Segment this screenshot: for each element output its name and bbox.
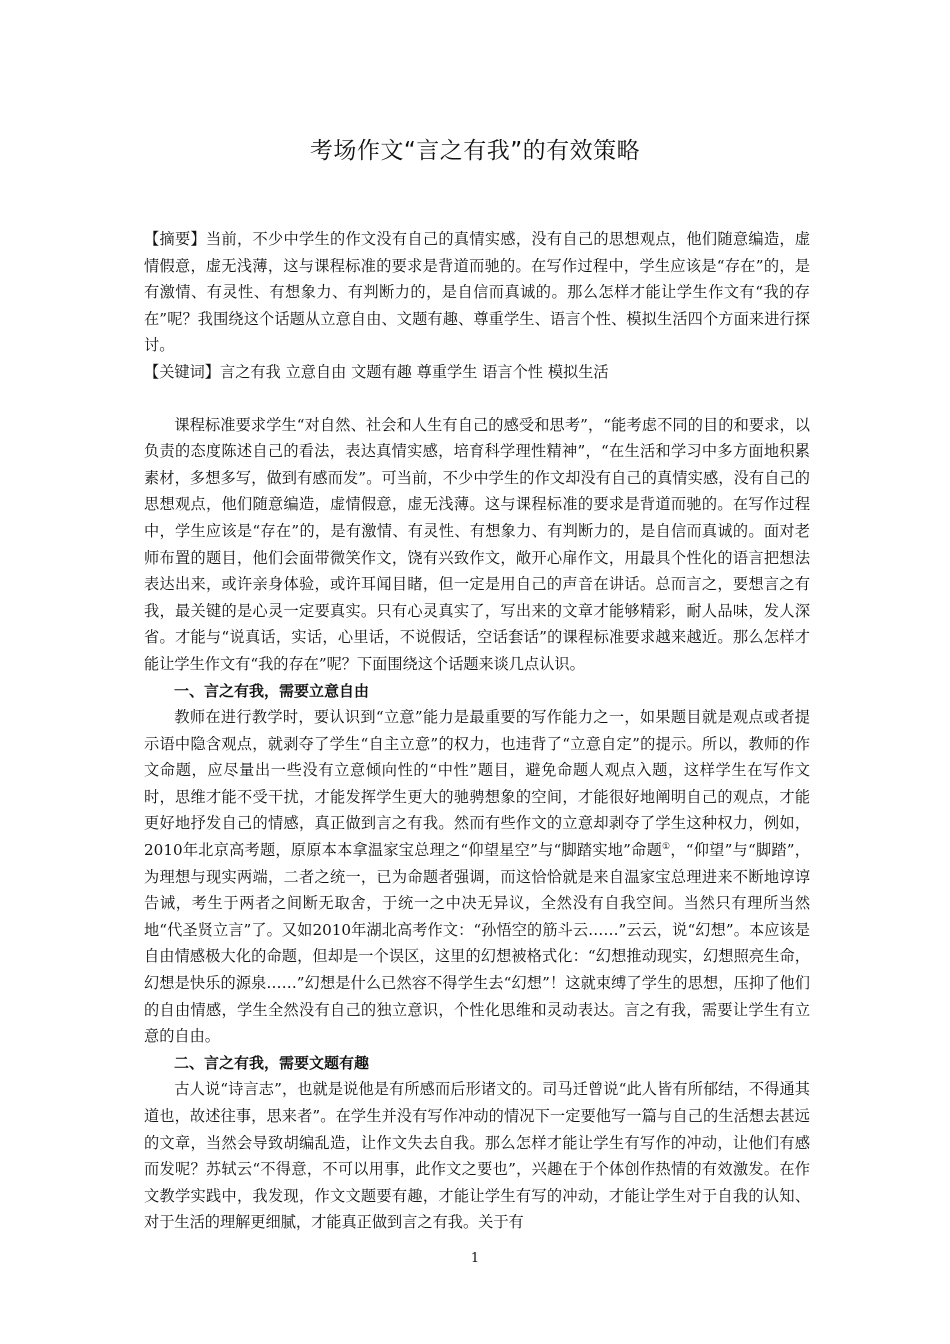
- abstract-paragraph: 【摘要】当前，不少中学生的作文没有自己的真情实感，没有自己的思想观点，他们随意编造，虚情假意，虚无浅薄，这与课程标准的要求是背道而驰的。在写作过程中，学生应该是“存在”的，是有激情、有灵性、有想象力、有判断力的，是自信而真诚的。那么怎样才能让学生作文有“我的存在”呢？我围绕这个话题从立意自由、文题有趣、尊重学生、语言个性、模拟生活四个方面来进行探讨。: [144, 230, 810, 355]
- keywords-paragraph: 【关键词】言之有我 立意自由 文题有趣 尊重学生 语言个性 模拟生活: [144, 362, 609, 381]
- document-body: [144, 226, 810, 1236]
- page-number: 1: [470, 1251, 480, 1266]
- section-1-paragraph: [144, 704, 810, 1050]
- section-heading-1: 一、言之有我，需要立意自由: [174, 681, 370, 700]
- paragraph-gap: [144, 386, 810, 412]
- section-heading-2: 二、言之有我，需要文题有趣: [174, 1053, 370, 1072]
- document-title: 考场作文“言之有我”的有效策略: [309, 138, 641, 164]
- footnote-mark: ①: [662, 842, 671, 852]
- section-2-paragraph: 古人说“诗言志”，也就是说他是有所感而后形诸文的。司马迁曾说“此人皆有所郁结，不得通其道也，故述往事，思来者”。在学生并没有写作冲动的情况下一定要他写一篇与自己的生活想去甚远的文章，当然会导致胡编乱造，让作文失去自我。那么怎样才能让学生有写作的冲动，让他们有感而发呢？苏轼云“不得意，不可以用事，此作文之要也”，兴趣在于个体创作热情的有效激发。在作文教学实践中，我发现，作文文题要有趣，才能让学生有写的冲动，才能让学生对于自我的认知、对于生活的理解更细腻，才能真正做到言之有我。关于有: [144, 1080, 810, 1232]
- intro-paragraph: 课程标准要求学生“对自然、社会和人生有自己的感受和思考”，“能考虑不同的目的和要求，以负责的态度陈述自己的看法，表达真情实感，培育科学理性精神”，“在生活和学习中多方面地积累素材，多想多写，做到有感而发”。可当前，不少中学生的作文却没有自己的真情实感，没有自己的思想观点，他们随意编造，虚情假意，虚无浅薄。这与课程标准的要求是背道而驰的。在写作过程中，学生应该是“存在”的，是有激情、有灵性、有想象力、有判断力的，是自信而真诚的。面对老师布置的题目，他们会面带微笑作文，饶有兴致作文，敞开心扉作文，用最具个性化的语言把想法表达出来，或许亲身体验，或许耳闻目睹，但一定是用自己的声音在讲话。总而言之，要想言之有我，最关键的是心灵一定要真实。只有心灵真实了，写出来的文章才能够精彩，耐人品味，发人深省。才能与“说真话，实话，心里话，不说假话，空话套话”的课程标准要求越来越近。那么怎样才能让学生作文有“我的存在”呢？下面围绕这个话题来谈几点认识。: [144, 415, 810, 673]
- section-1-text-b: ，“仰望”与“脚踏”，为理想与现实两端，二者之统一，已为命题者强调，而这恰恰就是来自温家宝总理进来不断地谆谆告诫，考生于两者之间断无取舍，于统一之中决无异议，全然没有自我空间。当然只有理所当然地“代圣贤立言”了。又如2010年湖北高考作文：“孙悟空的筋斗云……”云云，说“幻想”。本应该是自由情感极大化的命题，但却是一个误区，这里的幻想被格式化：“幻想推动现实，幻想照亮生命，幻想是快乐的源泉……”幻想是什么已然容不得学生去“幻想”！这就束缚了学生的思想，压抑了他们的自由情感，学生全然没有自己的独立意识，个性化思维和灵动表达。言之有我，需要让学生有立意的自由。: [144, 841, 810, 1046]
- section-1-text-a: 教师在进行教学时，要认识到“立意”能力是最重要的写作能力之一，如果题目就是观点或者提示语中隐含观点，就剥夺了学生“自主立意”的权力，也违背了“立意自定”的提示。所以，教师的作文命题，应尽量出一些没有立意倾向性的“中性”题目，避免命题人观点入题，这样学生在写作文时，思维才能不受干扰，才能发挥学生更大的驰骋想象的空间，才能很好地阐明自己的观点，才能更好地抒发自己的情感，真正做到言之有我。然而有些作文的立意却剥夺了学生这种权力，例如，2010年北京高考题，原原本本拿温家宝总理之“仰望星空”与“脚踏实地”命题: [144, 708, 810, 860]
